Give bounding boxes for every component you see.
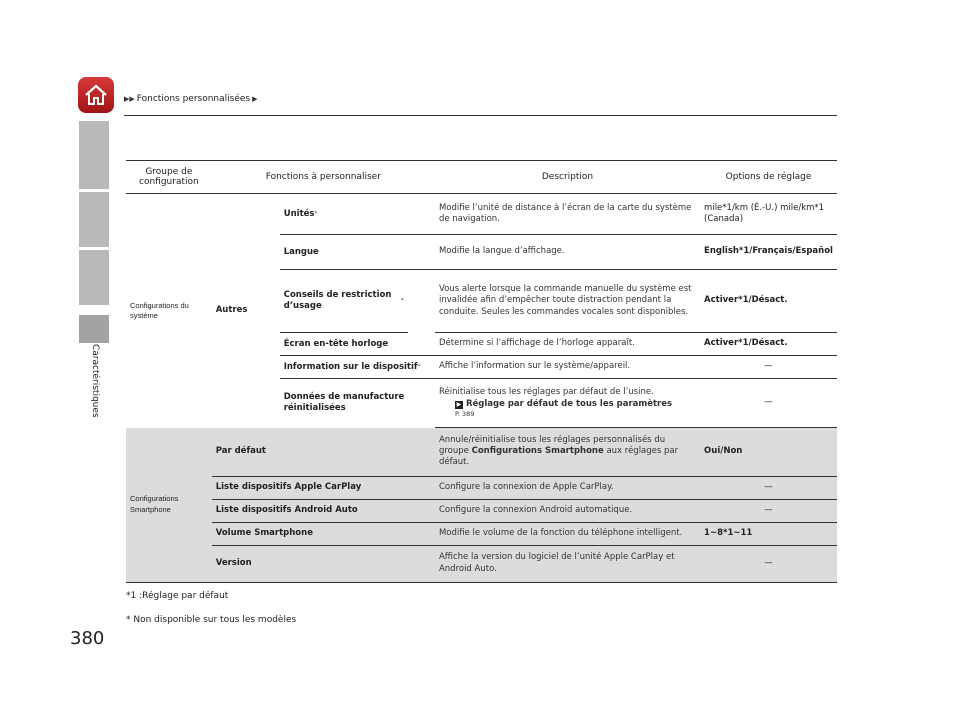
feature-description: Réinitialise tous les réglages par défaut de l’usine. (438, 387, 654, 398)
feature-options: English*1/Français/Español (700, 235, 837, 270)
feature-name: Écran en-tête horloge (283, 338, 389, 349)
subgroup-label: Autres (215, 305, 248, 316)
table-header-row (126, 161, 837, 194)
breadcrumb[interactable] (124, 94, 258, 104)
feature-options: — (700, 476, 837, 499)
col-header: Options de réglage (700, 161, 837, 194)
page-number: 380 (70, 628, 105, 649)
feature-name: Unités (283, 208, 315, 219)
home-icon (83, 83, 109, 107)
side-tab (79, 192, 109, 247)
footnote-default: *1 :Réglage par défaut (126, 591, 229, 601)
feature-name: Données de manufacture réinitialisées (283, 391, 405, 414)
feature-description: Configure la connexion de Apple CarPlay. (435, 476, 700, 499)
breadcrumb-arrow-icon: ▶▶ (124, 95, 135, 103)
feature-options: — (700, 545, 837, 582)
breadcrumb-label: Fonctions personnalisées (136, 94, 251, 104)
table-row: Configurations du système Autres Unités * Langue Conseils de restriction d’usage * Écran en-tête horloge Information sur le dispositif * Données de manufacture réinitialisées Modifie l’unité de distance à l’écran de la carte du système de navigation. mile*1/km (É.-U.) mile/km*1 (Canada) (126, 194, 837, 235)
home-button[interactable] (78, 77, 114, 113)
table-row (126, 428, 837, 477)
feature-name: Par défaut (212, 428, 435, 477)
feature-options: Oui/Non (700, 428, 837, 477)
feature-description: Affiche l’information sur le système/appareil. (435, 356, 700, 379)
feature-name: Information sur le dispositif (283, 361, 418, 372)
breadcrumb-arrow-icon: ▶ (252, 95, 258, 103)
feature-name: Langue (283, 246, 319, 257)
feature-name: Conseils de restriction d’usage (283, 289, 392, 312)
feature-name: Liste dispositifs Apple CarPlay (212, 476, 435, 499)
group-label: Configurations Smartphone (126, 428, 212, 583)
feature-description: Détermine si l’affichage de l’horloge apparaît. (435, 333, 700, 356)
feature-name: Volume Smartphone (212, 522, 435, 545)
page-reference-link[interactable]: ▶ Réglage par défaut de tous les paramètres (456, 398, 673, 409)
feature-options: — (700, 356, 837, 379)
feature-description: Modifie l’unité de distance à l’écran de la carte du système de navigation. (435, 194, 700, 235)
header-rule (124, 115, 837, 116)
feature-options: — (700, 379, 837, 428)
feature-options: mile*1/km (É.-U.) mile/km*1 (Canada) (700, 194, 837, 235)
side-tab (79, 121, 109, 189)
feature-options: — (700, 499, 837, 522)
feature-description: Modifie la langue d’affichage. (435, 235, 700, 270)
feature-name: Liste dispositifs Android Auto (212, 499, 435, 522)
feature-description-emphasis: Configurations Smartphone (471, 446, 604, 457)
table-row (126, 545, 837, 582)
table-row (126, 499, 837, 522)
feature-description: Configure la connexion Android automatique. (435, 499, 700, 522)
page-reference: P. 389 (454, 410, 475, 419)
feature-description: Modifie le volume de la fonction du téléphone intelligent. (435, 522, 700, 545)
feature-description: Affiche la version du logiciel de l’unité Apple CarPlay et Android Auto. (435, 545, 700, 582)
group-label: Configurations du système (130, 300, 189, 320)
feature-options: Activer*1/Désact. (700, 333, 837, 356)
table-row (126, 522, 837, 545)
feature-description: Vous alerte lorsque la commande manuelle du système est invalidée afin d’empêcher toute distraction pendant la conduite. Seules les commandes vocales sont disponibles. (435, 270, 700, 333)
col-header: Groupe de configuration (126, 161, 212, 194)
col-header: Fonctions à personnaliser (212, 161, 435, 194)
feature-description: aux réglages par défaut. (438, 446, 679, 468)
side-tab (79, 250, 109, 305)
side-tab-active (79, 315, 109, 343)
settings-table (126, 160, 837, 583)
reference-arrow-icon: ▶ (456, 400, 462, 408)
feature-options: 1~8*1~11 (700, 522, 837, 545)
side-section-label: Caractéristiques (90, 344, 100, 418)
footnote-not-available: * Non disponible sur tous les modèles (126, 615, 297, 625)
table-row (126, 476, 837, 499)
col-header: Description (435, 161, 700, 194)
feature-name: Version (212, 545, 435, 582)
feature-options: Activer*1/Désact. (700, 270, 837, 333)
feature-description: Annule/réinitialise tous les réglages personnalisés du groupe (438, 434, 666, 457)
